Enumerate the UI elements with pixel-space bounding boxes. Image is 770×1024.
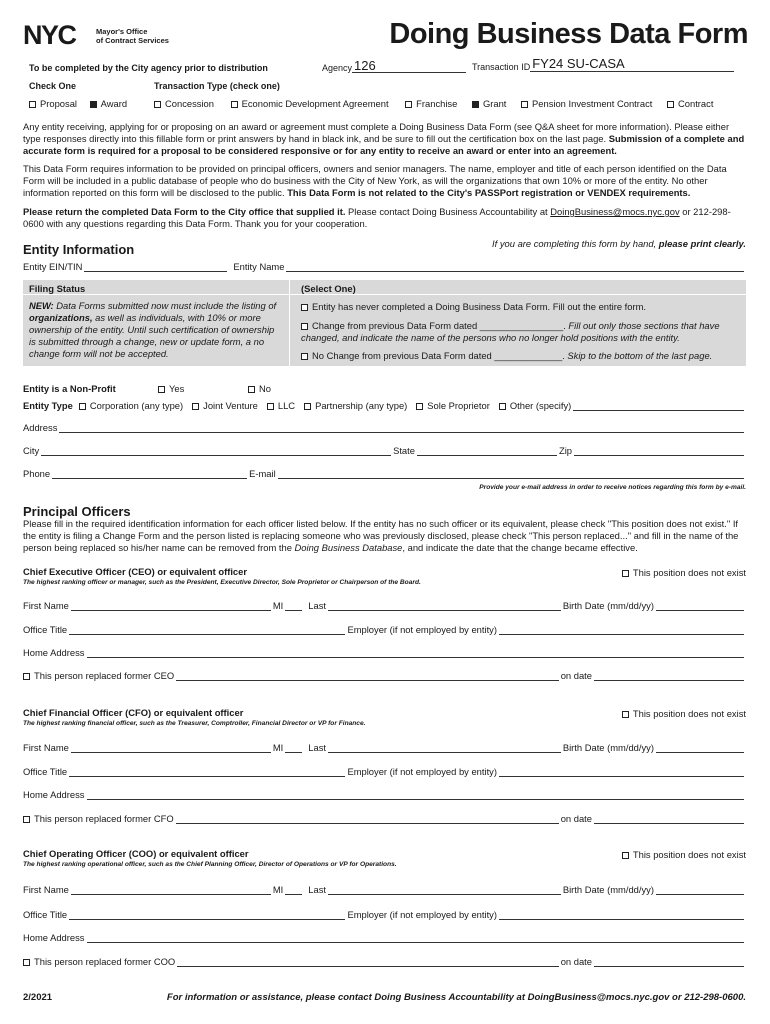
email-note: Provide your e-mail address in order to receive notices regarding this form by e-mail. — [479, 484, 746, 491]
footer-date: 2/2021 — [23, 992, 53, 1003]
entity-name-input[interactable] — [286, 261, 744, 272]
hand-note-text: If you are completing this form by hand, — [492, 238, 659, 249]
cfo-no-exist[interactable] — [622, 708, 746, 719]
office-title-label: Office Title — [23, 909, 68, 920]
check-one-label: Check One — [29, 81, 77, 91]
ceo-no-exist[interactable] — [622, 567, 746, 578]
checkbox-coo-no-exist[interactable] — [622, 852, 629, 859]
grant-option[interactable] — [472, 98, 506, 109]
on-date-label: on date — [560, 670, 592, 681]
check-one-options — [29, 98, 127, 109]
intro-p2-text: This Data Form requires information to be provided on principal officers, owners and senior managers. The name, employer and title of each person identified on the Data Form will be included in a public database of people who do business with the City of New York, as will the organizations that own 10% or more of the entity. No other information reported on this form will be disclosed to the public. — [23, 163, 727, 198]
checkbox-coo-replaced[interactable] — [23, 959, 30, 966]
new-note-bold: NEW: — [29, 300, 54, 311]
entity-type-row — [23, 400, 746, 411]
transaction-label: Transaction ID — [472, 62, 531, 72]
office-title-label: Office Title — [23, 766, 68, 777]
select-one-label: (Select One) — [301, 283, 356, 294]
proposal-label: Proposal — [40, 98, 78, 109]
cfo-mi-input[interactable] — [285, 742, 302, 753]
filing-never-label: Entity has never completed a Doing Business Data Form. Fill out the entire form. — [312, 301, 647, 312]
ceo-on-date-input[interactable] — [594, 670, 744, 681]
address-input[interactable] — [59, 422, 744, 433]
on-date-label: on date — [560, 813, 592, 824]
phone-label: Phone — [23, 468, 51, 479]
cfo-subtitle: The highest ranking financial officer, such as the Treasurer, Comptroller, Financial Director or VP for Finance. — [23, 720, 366, 727]
no-exist-label: This position does not exist — [632, 708, 746, 719]
partnership-label: Partnership (any type) — [315, 400, 408, 411]
first-name-label: First Name — [23, 884, 69, 895]
filing-status-box — [23, 280, 746, 366]
checkbox-filing-change[interactable] — [301, 323, 308, 330]
birth-label: Birth Date (mm/dd/yy) — [562, 742, 654, 753]
checkbox-cfo-replaced[interactable] — [23, 816, 30, 823]
ceo-office-title-input[interactable] — [69, 624, 345, 635]
new-note-text-2: as well as individuals, with 10% or more ownership of the entity. Until such certification of ownership is submitted through a change, new or update form, a no change form will not be accepted. — [29, 312, 275, 359]
office-line-2: of Contract Services — [96, 36, 169, 45]
checkbox-partnership[interactable] — [304, 403, 311, 410]
cfo-birth-input[interactable] — [656, 742, 744, 753]
type-sole-proprietor[interactable] — [416, 400, 490, 411]
coo-replaced-option[interactable] — [23, 956, 175, 967]
checkbox-filing-no-change[interactable] — [301, 353, 308, 360]
coo-employer-input[interactable] — [499, 909, 744, 920]
type-partnership[interactable] — [304, 400, 407, 411]
checkbox-award[interactable] — [90, 101, 97, 108]
grant-label: Grant — [482, 98, 507, 109]
cfo-replaced-row — [23, 813, 746, 824]
filing-option-never[interactable] — [301, 301, 646, 312]
coo-last-input[interactable] — [328, 884, 561, 895]
ceo-section — [0, 566, 770, 686]
principal-intro-end: , and indicate the date that the change became effective. — [402, 542, 638, 553]
address-label: Address — [23, 422, 58, 433]
principal-intro — [23, 518, 746, 554]
franchise-option[interactable] — [405, 98, 457, 109]
ceo-home-address-input[interactable] — [87, 647, 745, 658]
state-input[interactable] — [417, 445, 557, 456]
ceo-subtitle: The highest ranking officer or manager, such as the President, Executive Director, Sole Proprietor or Chairperson of the Board. — [23, 579, 421, 586]
phone-input[interactable] — [52, 468, 247, 479]
checkbox-pension[interactable] — [521, 101, 528, 108]
coo-replaced-label: This person replaced former COO — [34, 956, 176, 967]
checkbox-franchise[interactable] — [405, 101, 412, 108]
phone-row — [23, 468, 746, 479]
ceo-replaced-input[interactable] — [176, 670, 559, 681]
entity-name-label: Entity Name — [233, 261, 285, 272]
state-label: State — [393, 445, 415, 456]
filing-option-change[interactable] — [301, 320, 741, 344]
form-title: Doing Business Data Form — [389, 18, 748, 50]
ceo-first-name-input[interactable] — [71, 600, 271, 611]
checkbox-nonprofit-no[interactable] — [248, 386, 255, 393]
city-row — [23, 445, 746, 456]
filing-status-label: Filing Status — [29, 283, 86, 294]
checkbox-proposal[interactable] — [29, 101, 36, 108]
cfo-name-row — [23, 742, 746, 753]
eda-label: Economic Development Agreement — [241, 98, 389, 109]
ceo-last-input[interactable] — [328, 600, 561, 611]
nonprofit-yes[interactable] — [158, 383, 184, 394]
ein-input[interactable] — [84, 261, 227, 272]
nonprofit-row — [23, 383, 271, 394]
office-line-1: Mayor's Office — [96, 27, 148, 36]
ein-label: Entity EIN/TIN — [23, 261, 83, 272]
intro-paragraph-3 — [23, 206, 746, 230]
new-note-orgs: organizations, — [29, 312, 93, 323]
type-joint-venture[interactable] — [192, 400, 258, 411]
type-corporation[interactable] — [79, 400, 183, 411]
coo-subtitle: The highest ranking operational officer, such as the Chief Planning Officer, Director of Operations or VP for Operations. — [23, 861, 397, 868]
new-note-text: Data Forms submitted now must include the listing of — [53, 300, 277, 311]
checkbox-joint-venture[interactable] — [192, 403, 199, 410]
award-label: Award — [100, 98, 128, 109]
transaction-type-options — [154, 98, 713, 109]
city-input[interactable] — [41, 445, 391, 456]
contract-option[interactable] — [667, 98, 713, 109]
sole-proprietor-label: Sole Proprietor — [427, 400, 490, 411]
filing-no-change-label: No Change from previous Data Form dated _____________. — [312, 350, 568, 361]
home-address-label: Home Address — [23, 932, 85, 943]
llc-label: LLC — [277, 400, 296, 411]
coo-office-title-input[interactable] — [69, 909, 345, 920]
agency-label: Agency — [322, 63, 353, 73]
home-address-label: Home Address — [23, 789, 85, 800]
logo-text: NYC — [23, 20, 76, 50]
cfo-first-name-input[interactable] — [71, 742, 271, 753]
footer-contact: For information or assistance, please contact Doing Business Accountability at DoingBusiness@mocs.nyc.gov or 212-298-0600. — [166, 992, 746, 1003]
last-label: Last — [308, 600, 326, 611]
pension-label: Pension Investment Contract — [532, 98, 653, 109]
type-other[interactable] — [499, 400, 571, 411]
employer-label: Employer (if not employed by entity) — [347, 909, 497, 920]
ceo-office-row — [23, 624, 746, 635]
ceo-replaced-option[interactable] — [23, 670, 174, 681]
intro-p3-bold: Please return the completed Data Form to the City office that supplied it. — [23, 206, 346, 217]
zip-input[interactable] — [574, 445, 744, 456]
coo-on-date-input[interactable] — [594, 956, 744, 967]
filing-no-change-note: Skip to the bottom of the last page. — [567, 350, 713, 361]
completed-by-note: To be completed by the City agency prior to distribution — [29, 63, 268, 73]
ceo-home-row — [23, 647, 746, 658]
pension-option[interactable] — [521, 98, 652, 109]
coo-title: Chief Operating Officer (COO) or equivalent officer — [23, 848, 249, 859]
filing-change-label: Change from previous Data Form dated ________________. — [312, 320, 569, 331]
city-label: City — [23, 445, 40, 456]
agency-input[interactable]: 126 — [352, 59, 466, 73]
principal-intro-text: Please fill in the required identification information for each officer listed below. If the entity has no such officer or its equivalent, please check "This position does not exist." If the entity is filing a Change Form and the person listed is replacing someone who was previously disclosed, please check "This person replaced..." and fill in the name of the person being replaced so his/her name can be removed from the — [23, 518, 739, 553]
ceo-name-row — [23, 600, 746, 611]
filing-change-note: Fill out only those sections that have changed, and indicate the name of the persons who no longer hold positions with the entity. — [301, 320, 720, 343]
cfo-last-input[interactable] — [328, 742, 561, 753]
coo-replaced-input[interactable] — [177, 956, 559, 967]
coo-section — [0, 848, 770, 968]
other-specify-input[interactable] — [573, 400, 744, 411]
coo-office-row — [23, 909, 746, 920]
checkbox-concession[interactable] — [154, 101, 161, 108]
checkbox-corporation[interactable] — [79, 403, 86, 410]
intro-p3-end: or 212-298-0600 with any questions regarding this Data Form. Thank you for your cooperation. — [23, 206, 731, 229]
mi-label: MI — [272, 884, 284, 895]
entity-type-label: Entity Type — [23, 400, 73, 411]
no-label: No — [259, 383, 271, 394]
cfo-office-title-input[interactable] — [69, 766, 345, 777]
award-option[interactable] — [90, 98, 127, 109]
checkbox-ceo-replaced[interactable] — [23, 673, 30, 680]
coo-home-address-input[interactable] — [87, 932, 745, 943]
office-title-label: Office Title — [23, 624, 68, 635]
principal-officers-title: Principal Officers — [23, 504, 131, 519]
nonprofit-label: Entity is a Non-Profit — [23, 383, 116, 394]
cfo-home-row — [23, 789, 746, 800]
last-label: Last — [308, 742, 326, 753]
checkbox-ceo-no-exist[interactable] — [622, 570, 629, 577]
ceo-replaced-row — [23, 670, 746, 681]
email-label: E-mail — [249, 468, 276, 479]
on-date-label: on date — [560, 956, 592, 967]
eda-option[interactable] — [231, 98, 389, 109]
checkbox-sole-proprietor[interactable] — [416, 403, 423, 410]
employer-label: Employer (if not employed by entity) — [347, 624, 497, 635]
entity-info-title: Entity Information — [23, 242, 135, 257]
coo-no-exist[interactable] — [622, 849, 746, 860]
ceo-mi-input[interactable] — [285, 600, 302, 611]
cfo-employer-input[interactable] — [499, 766, 744, 777]
new-note — [29, 300, 281, 360]
checkbox-nonprofit-yes[interactable] — [158, 386, 165, 393]
coo-replaced-row — [23, 956, 746, 967]
intro-p3-text: Please contact Doing Business Accountability at — [345, 206, 551, 217]
checkbox-grant[interactable] — [472, 101, 479, 108]
checkbox-contract[interactable] — [667, 101, 674, 108]
coo-birth-input[interactable] — [656, 884, 744, 895]
zip-label: Zip — [558, 445, 572, 456]
transaction-type-label: Transaction Type (check one) — [154, 81, 280, 91]
coo-mi-input[interactable] — [285, 884, 302, 895]
filing-status-header — [23, 280, 746, 295]
checkbox-eda[interactable] — [231, 101, 238, 108]
office-name — [96, 27, 169, 45]
ein-name-row — [23, 261, 746, 272]
intro-p2-bold: This Data Form is not related to the City's PASSPort registration or VENDEX requirements. — [287, 187, 691, 198]
contact-email-link[interactable]: DoingBusiness@mocs.nyc.gov — [550, 206, 680, 217]
address-row — [23, 422, 746, 433]
transaction-input[interactable]: FY24 SU-CASA — [530, 57, 734, 72]
checkbox-llc[interactable] — [267, 403, 274, 410]
contract-label: Contract — [678, 98, 714, 109]
transaction-field — [472, 57, 734, 72]
first-name-label: First Name — [23, 600, 69, 611]
agency-field — [322, 59, 466, 73]
employer-label: Employer (if not employed by entity) — [347, 766, 497, 777]
ceo-title: Chief Executive Officer (CEO) or equivalent officer — [23, 566, 248, 577]
corporation-label: Corporation (any type) — [89, 400, 184, 411]
cfo-section — [0, 707, 770, 827]
cfo-replaced-input[interactable] — [176, 813, 559, 824]
home-address-label: Home Address — [23, 647, 85, 658]
first-name-label: First Name — [23, 742, 69, 753]
birth-label: Birth Date (mm/dd/yy) — [562, 600, 654, 611]
hand-note — [492, 238, 746, 249]
concession-option[interactable] — [154, 98, 214, 109]
birth-label: Birth Date (mm/dd/yy) — [562, 884, 654, 895]
other-label: Other (specify) — [509, 400, 572, 411]
proposal-option[interactable] — [29, 98, 77, 109]
intro-paragraph-2 — [23, 163, 746, 199]
cfo-replaced-label: This person replaced former CFO — [34, 813, 174, 824]
coo-home-row — [23, 932, 746, 943]
filing-divider — [289, 280, 290, 366]
filing-option-no-change[interactable] — [301, 350, 712, 361]
concession-label: Concession — [165, 98, 214, 109]
principal-intro-db: Doing Business Database — [294, 542, 403, 553]
yes-label: Yes — [169, 383, 185, 394]
checkbox-cfo-no-exist[interactable] — [622, 711, 629, 718]
intro-p1-text: Any entity receiving, applying for or proposing on an award or agreement must complete a Doing Business Data Form (see Q&A sheet for more information). Please either type responses directly into this fillable form or print answers by hand in black ink, and be sure to fill out the certification box on the last page. — [23, 121, 730, 144]
cfo-home-address-input[interactable] — [87, 789, 745, 800]
last-label: Last — [308, 884, 326, 895]
cfo-office-row — [23, 766, 746, 777]
joint-venture-label: Joint Venture — [203, 400, 258, 411]
no-exist-label: This position does not exist — [632, 567, 746, 578]
coo-name-row — [23, 884, 746, 895]
franchise-label: Franchise — [416, 98, 458, 109]
intro-p1-bold: Submission of a complete and accurate form is required for a proposal to be considered responsive or for any entity to receive an award or enter into an agreement. — [23, 133, 745, 156]
hand-note-bold: please print clearly. — [658, 238, 746, 249]
checkbox-filing-never[interactable] — [301, 304, 308, 311]
intro-paragraph-1 — [23, 121, 746, 157]
mi-label: MI — [272, 742, 284, 753]
cfo-title: Chief Financial Officer (CFO) or equivalent officer — [23, 707, 244, 718]
ceo-birth-input[interactable] — [656, 600, 744, 611]
nyc-logo — [23, 22, 76, 49]
cfo-on-date-input[interactable] — [594, 813, 744, 824]
cfo-replaced-option[interactable] — [23, 813, 174, 824]
ceo-employer-input[interactable] — [499, 624, 744, 635]
coo-first-name-input[interactable] — [71, 884, 271, 895]
email-input[interactable] — [278, 468, 744, 479]
checkbox-other[interactable] — [499, 403, 506, 410]
nonprofit-no[interactable] — [248, 383, 271, 394]
ceo-replaced-label: This person replaced former CEO — [34, 670, 175, 681]
mi-label: MI — [272, 600, 284, 611]
type-llc[interactable] — [267, 400, 295, 411]
no-exist-label: This position does not exist — [632, 849, 746, 860]
